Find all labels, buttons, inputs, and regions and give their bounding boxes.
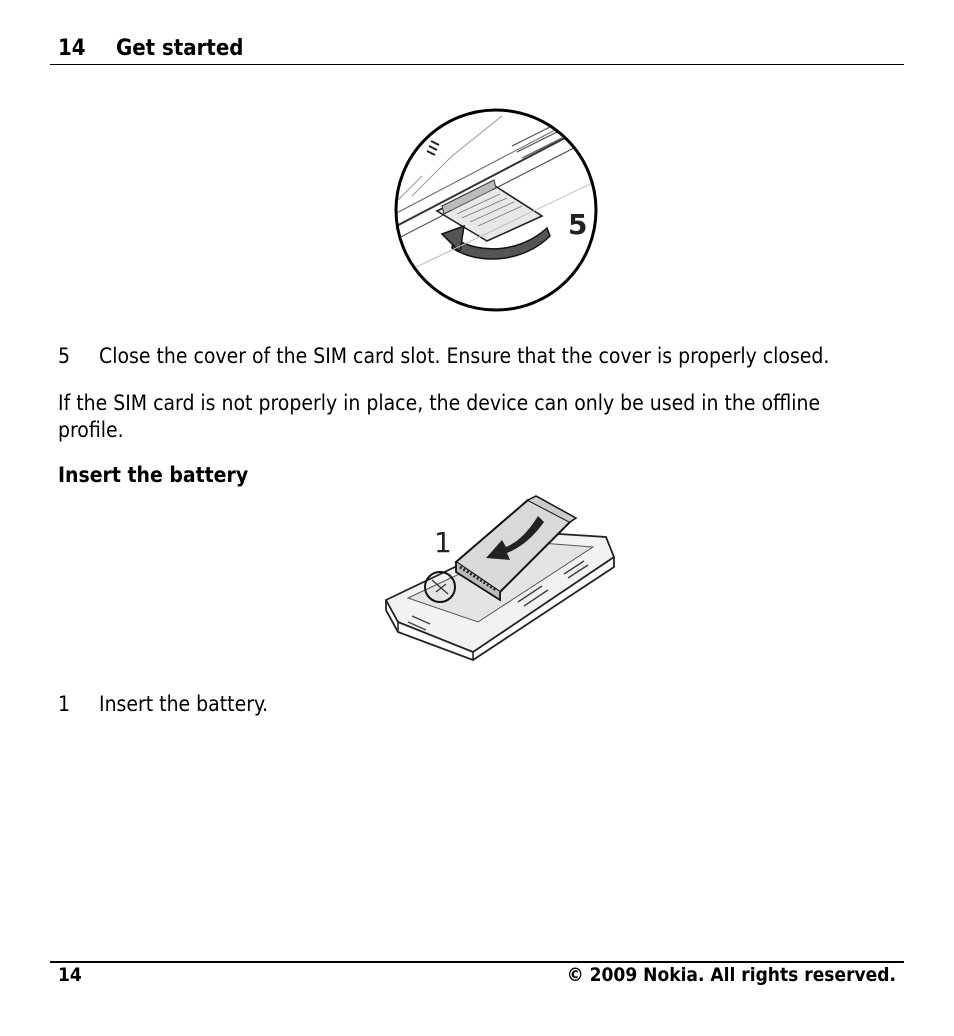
step-item bbox=[58, 344, 829, 368]
header-rule bbox=[50, 64, 904, 65]
header-page-number: 14 bbox=[58, 36, 86, 61]
step-text: Close the cover of the SIM card slot. Ensure that the cover is properly closed. bbox=[99, 344, 830, 368]
step-number: 1 bbox=[58, 692, 71, 716]
sim-note-paragraph: If the SIM card is not properly in place, the device can only be used in the offline profile. bbox=[58, 391, 821, 442]
footer-rule bbox=[50, 961, 904, 963]
section-heading: Insert the battery bbox=[58, 463, 249, 487]
step-number: 5 bbox=[58, 344, 71, 368]
sim-step-label: 5 bbox=[568, 208, 588, 241]
battery-step-label: 1 bbox=[434, 526, 452, 559]
page-header bbox=[58, 36, 243, 61]
sim-cover-illustration bbox=[392, 106, 604, 316]
sim-illustration-detail bbox=[392, 108, 604, 281]
battery-insert-illustration bbox=[378, 492, 620, 662]
footer-page-number: 14 bbox=[58, 964, 82, 986]
footer-copyright: © 2009 Nokia. All rights reserved. bbox=[566, 964, 896, 986]
header-section-title: Get started bbox=[116, 36, 244, 61]
step-text: Insert the battery. bbox=[99, 692, 269, 716]
step-item bbox=[58, 692, 268, 716]
